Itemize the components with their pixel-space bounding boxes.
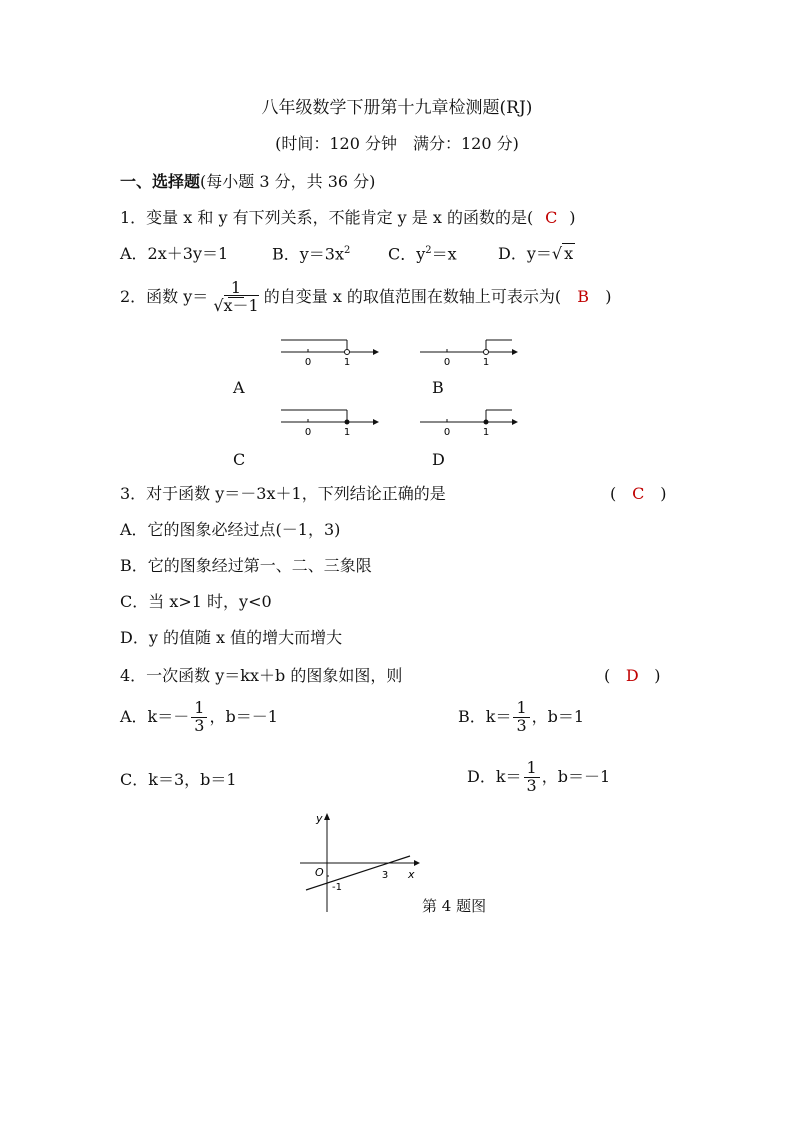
q1-option-c-text: C．y [388, 244, 426, 264]
page-title: 八年级数学下册第十九章检测题(RJ) [261, 98, 533, 118]
closed-point [345, 420, 350, 425]
y-axis-arrow [324, 813, 330, 820]
open-point [484, 350, 489, 355]
section-note: (每小题 3 分，共 36 分) [200, 172, 376, 191]
q1-option-d [498, 246, 575, 262]
section-title: 一、选择题 [120, 172, 201, 191]
q3-open: ( [610, 484, 617, 503]
question-4-stem: 4．一次函数 y＝kx＋b 的图象如图，则 [120, 666, 403, 685]
q1-option-c-rest: ＝x [431, 244, 457, 264]
number-line-d [414, 402, 524, 442]
q2-fraction [210, 280, 261, 315]
q2-text-pre: 2．函数 y＝ [120, 286, 209, 306]
figure-caption: 第 4 题图 [422, 897, 487, 915]
tick-label-0: 0 [304, 427, 312, 438]
q4-close: ) [654, 666, 661, 685]
number-line-b [414, 332, 524, 372]
q1-option-a: A．2x＋3y＝1 [120, 244, 229, 263]
q2-answer: B [577, 286, 590, 306]
q3-option-c: C．当 x>1 时，y<0 [120, 592, 272, 611]
label-d: D [432, 450, 445, 469]
q4-answer-bracket [604, 668, 661, 684]
q3-option-a: A．它的图象必经过点(－1，3) [120, 520, 341, 539]
q4-option-a-text: A．k＝－ [120, 706, 190, 726]
q4-option-b-fraction [513, 700, 529, 735]
label-c: C [233, 450, 246, 469]
tick-label-1: 1 [343, 427, 351, 438]
tick-label-0: 0 [443, 427, 451, 438]
label-a: A [233, 378, 245, 397]
arrow-head [373, 349, 379, 355]
origin-label: O [315, 866, 324, 879]
q3-answer: C [632, 484, 645, 503]
tick-label-1: 1 [482, 427, 490, 438]
x-axis-label: x [408, 868, 415, 881]
q3-option-b: B．它的图象经过第一、二、三象限 [120, 556, 372, 575]
arrow-head [512, 419, 518, 425]
q1-option-d-text: D．y＝ [498, 244, 552, 263]
frac-denominator: 3 [194, 715, 205, 735]
q2-frac-radicand: x－1 [223, 295, 259, 315]
open-point [345, 350, 350, 355]
q4-option-d [467, 760, 610, 795]
q1-answer: C [545, 208, 558, 227]
q2-close: ) [605, 286, 612, 306]
q3-close: ) [660, 484, 667, 503]
q3-option-d: D．y 的值随 x 值的增大而增大 [120, 628, 343, 647]
tick-label-0: 0 [304, 357, 312, 368]
q4-option-b-text: B．k＝ [458, 706, 512, 726]
q1-option-b-text: B．y＝3x [272, 244, 345, 264]
frac-denominator: 3 [516, 715, 527, 735]
closed-point [484, 420, 489, 425]
tick-label-0: 0 [443, 357, 451, 368]
number-line-a [275, 332, 385, 372]
q4-option-d-text: D．k＝ [467, 766, 522, 786]
q1-option-c-exp: 2 [425, 245, 432, 256]
frac-numerator: 1 [191, 700, 207, 718]
q4-option-a [120, 700, 278, 735]
question-2-stem [120, 280, 611, 315]
q1-option-c [388, 246, 457, 262]
label-b: B [432, 378, 444, 397]
q4-open: ( [604, 666, 611, 685]
q1-text: 1．变量 x 和 y 有下列关系，不能肯定 y 是 x 的函数的是( [120, 208, 534, 227]
x-tick-label: 3 [381, 870, 389, 881]
exam-info: (时间：120 分钟 满分：120 分) [275, 134, 519, 153]
question-3-stem: 3．对于函数 y＝－3x＋1，下列结论正确的是 [120, 484, 446, 503]
y-axis-label: y [316, 812, 323, 825]
q4-option-d-fraction [524, 760, 540, 795]
arrow-head [373, 419, 379, 425]
tick-label-1: 1 [482, 357, 490, 368]
q4-option-b-rest: ，b＝1 [531, 706, 585, 726]
q4-option-a-fraction [191, 700, 207, 735]
frac-denominator: 3 [526, 775, 537, 795]
y-tick-label: -1 [332, 882, 342, 893]
q4-answer: D [625, 666, 639, 685]
frac-numerator: 1 [513, 700, 529, 718]
arrow-head [512, 349, 518, 355]
q4-option-d-rest: ，b＝－1 [541, 766, 611, 786]
section-heading [120, 174, 375, 190]
q4-graph [296, 808, 426, 916]
q1-option-b [272, 246, 350, 262]
frac-numerator: 1 [524, 760, 540, 778]
q4-option-a-rest: ，b＝－1 [209, 706, 278, 726]
q4-option-b [458, 700, 584, 735]
q1-close: ) [569, 208, 576, 227]
q2-frac-denominator: √x－1 [213, 295, 259, 315]
question-1-stem [120, 210, 576, 226]
x-axis-arrow [414, 860, 420, 866]
q1-option-b-exp: 2 [344, 245, 351, 256]
number-line-c [275, 402, 385, 442]
q1-option-d-radicand: x [564, 244, 574, 263]
q2-frac-numerator: 1 [228, 280, 244, 298]
q3-answer-bracket [610, 486, 667, 502]
sqrt-symbol: √ x [551, 244, 574, 263]
tick-label-1: 1 [343, 357, 351, 368]
q4-option-c: C．k＝3，b＝1 [120, 770, 237, 789]
q2-text-post: 的自变量 x 的取值范围在数轴上可表示为( [263, 286, 562, 306]
